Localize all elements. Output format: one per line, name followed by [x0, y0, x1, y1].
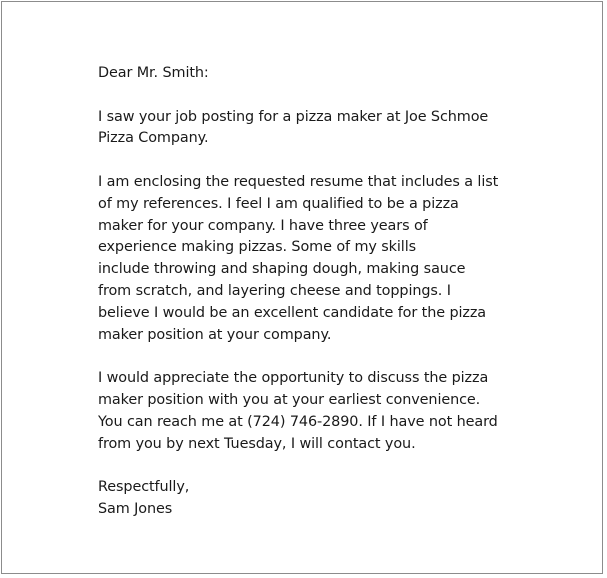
paragraph-line: maker position at your company.	[98, 326, 332, 343]
paragraph-contact	[98, 368, 538, 455]
paragraph-line: include throwing and shaping dough, making sauce	[98, 261, 466, 278]
paragraph-line: I saw your job posting for a pizza maker at Joe Schmoe	[98, 108, 489, 125]
closing: Respectfully,	[98, 479, 190, 496]
letter-page	[1, 1, 603, 574]
cover-letter	[98, 63, 538, 521]
signature-block	[98, 477, 538, 521]
paragraph-qualifications	[98, 172, 538, 346]
paragraph-line: I am enclosing the requested resume that includes a list	[98, 173, 499, 190]
signature-name: Sam Jones	[98, 500, 173, 517]
salutation-block	[98, 63, 538, 85]
salutation: Dear Mr. Smith:	[98, 65, 209, 81]
paragraph-line: from you by next Tuesday, I will contact you.	[98, 435, 416, 452]
paragraph-line: You can reach me at (724) 746-2890. If I have not heard	[98, 413, 498, 430]
paragraph-line: from scratch, and layering cheese and toppings. I	[98, 282, 451, 299]
paragraph-line: believe I would be an excellent candidate for the pizza	[98, 304, 487, 321]
paragraph-line: maker for your company. I have three years of	[98, 217, 428, 234]
paragraph-line: Pizza Company.	[98, 130, 209, 147]
paragraph-line: experience making pizzas. Some of my skills	[98, 239, 416, 256]
paragraph-line: maker position with you at your earliest convenience.	[98, 391, 481, 408]
paragraph-job-posting	[98, 107, 538, 151]
paragraph-line: of my references. I feel I am qualified to be a pizza	[98, 195, 459, 212]
paragraph-line: I would appreciate the opportunity to discuss the pizza	[98, 370, 489, 387]
